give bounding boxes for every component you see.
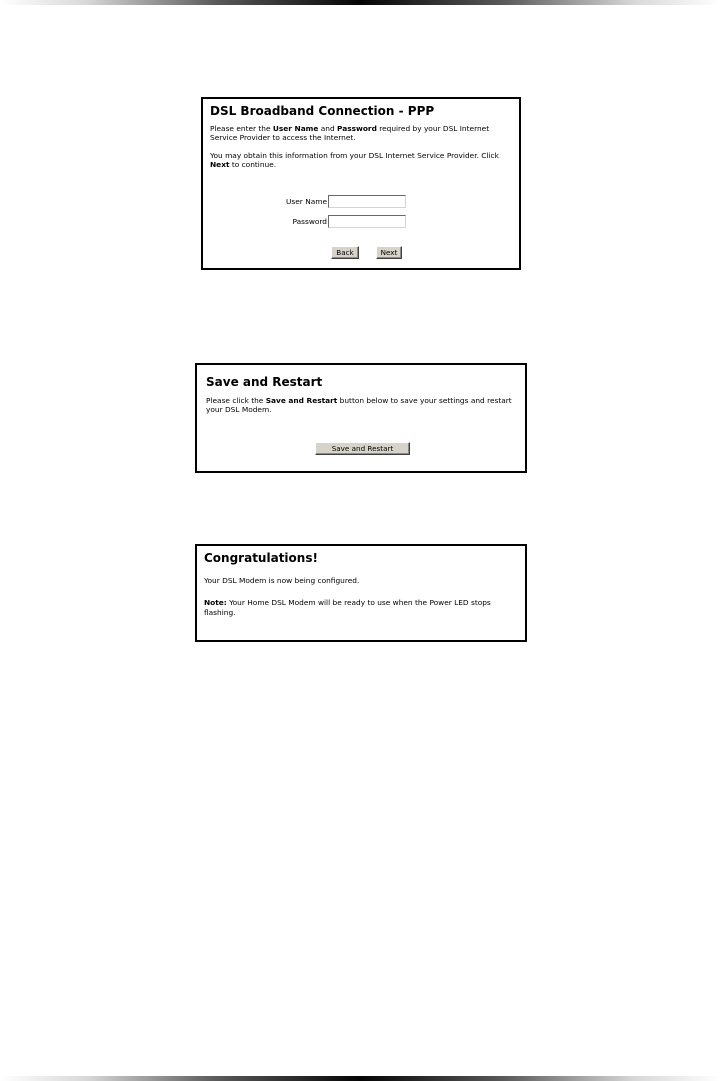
bottom-edge-bar [0, 1076, 721, 1081]
username-input[interactable] [328, 195, 406, 208]
next-button[interactable]: Next [376, 246, 402, 259]
top-edge-bar [0, 0, 721, 5]
congratulations-panel [195, 544, 527, 642]
ppp-obtain-text: You may obtain this information from your DSL Internet Service Provider. Click Next to continue. [210, 150, 499, 170]
save-and-restart-button[interactable]: Save and Restart [315, 442, 410, 455]
ppp-connection-panel [201, 97, 521, 270]
congrats-panel-title: Congratulations! [204, 551, 318, 565]
username-label: User Name [286, 197, 327, 206]
ppp-panel-title: DSL Broadband Connection - PPP [210, 104, 435, 118]
back-button[interactable]: Back [331, 246, 359, 259]
save-instruction-text: Please click the Save and Restart button below to save your settings and restart your DSL Modem. [206, 396, 512, 415]
configured-text: Your DSL Modem is now being configured. [204, 576, 360, 585]
ppp-intro-text: Please enter the User Name and Password required by your DSL Internet Service Provider to access the Internet. [210, 124, 490, 143]
note-text: Note: Your Home DSL Modem will be ready to use when the Power LED stops flashing. [204, 598, 491, 617]
save-panel-title: Save and Restart [206, 375, 323, 389]
password-row [203, 215, 519, 229]
password-input[interactable] [328, 215, 406, 228]
save-restart-panel [195, 363, 527, 473]
password-label: Password [292, 217, 327, 226]
username-row [203, 195, 519, 209]
